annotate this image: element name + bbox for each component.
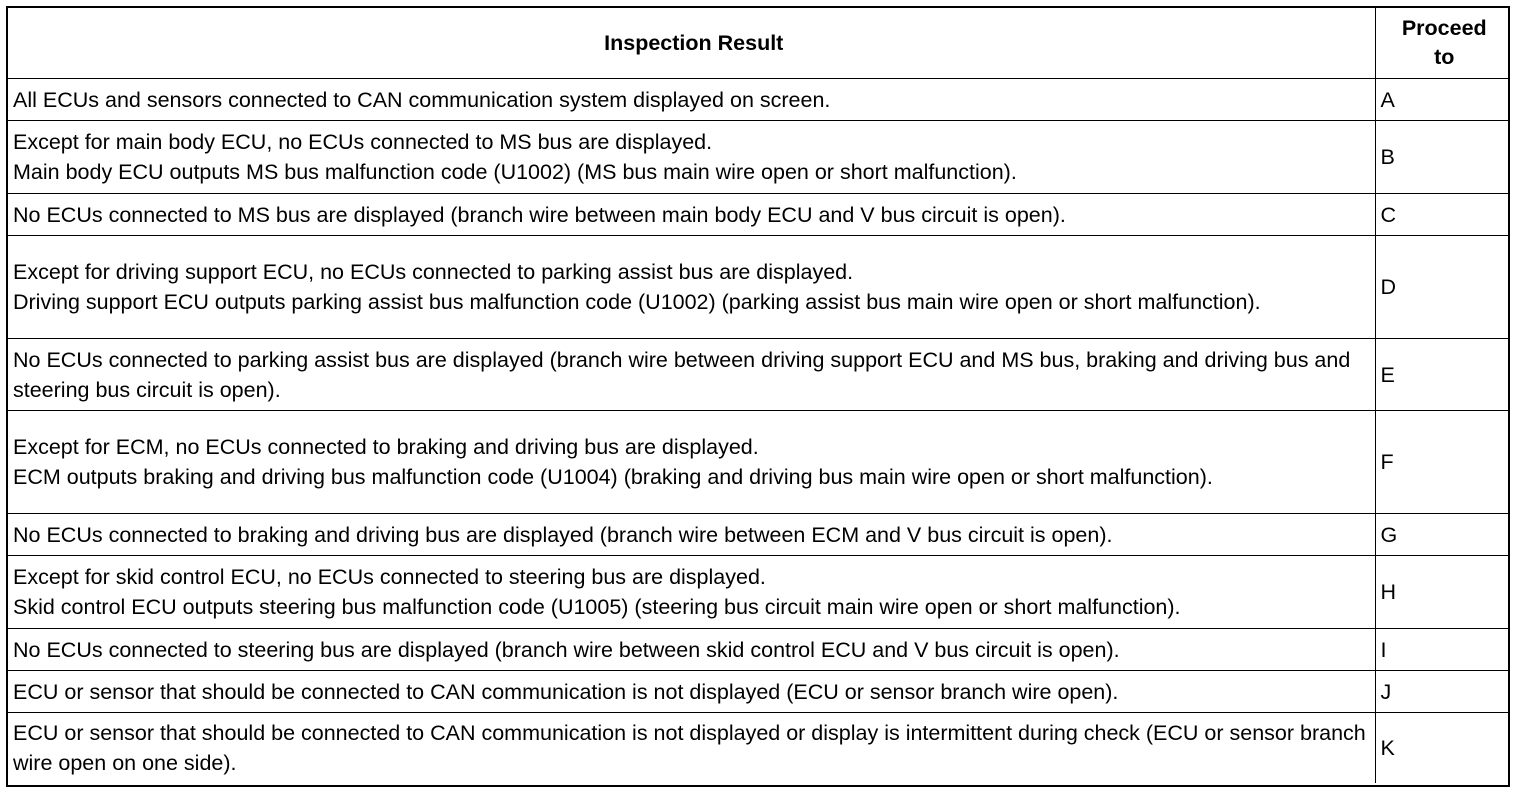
result-line: ECU or sensor that should be connected to CAN communication is not displayed (ECU or sensor branch wire open). bbox=[13, 679, 1119, 704]
row-proceed: F bbox=[1375, 411, 1508, 514]
row-result bbox=[8, 79, 1375, 121]
row-result bbox=[8, 411, 1375, 514]
result-line: No ECUs connected to braking and driving bus are displayed (branch wire between ECM and V bus circuit is open). bbox=[13, 522, 1113, 547]
table-row bbox=[8, 514, 1508, 556]
result-line: Except for main body ECU, no ECUs connected to MS bus are displayed. bbox=[13, 130, 713, 154]
table-row bbox=[8, 236, 1508, 339]
row-proceed: K bbox=[1375, 713, 1508, 783]
result-line: Main body ECU outputs MS bus malfunction code (U1002) (MS bus main wire open or short malfunction). bbox=[13, 160, 1017, 184]
row-result bbox=[8, 339, 1375, 411]
row-proceed: B bbox=[1375, 121, 1508, 194]
table-row bbox=[8, 194, 1508, 236]
row-proceed: J bbox=[1375, 671, 1508, 713]
row-proceed: G bbox=[1375, 514, 1508, 556]
result-line: Skid control ECU outputs steering bus malfunction code (U1005) (steering bus circuit main wire open or short malfunction). bbox=[13, 595, 1181, 619]
table-row bbox=[8, 629, 1508, 671]
result-line: No ECUs connected to MS bus are displayed (branch wire between main body ECU and V bus circuit is open). bbox=[13, 202, 1066, 227]
row-result bbox=[8, 713, 1375, 783]
result-line: All ECUs and sensors connected to CAN communication system displayed on screen. bbox=[13, 87, 831, 112]
result-line: Except for driving support ECU, no ECUs connected to parking assist bus are displayed. bbox=[13, 260, 854, 284]
row-result bbox=[8, 671, 1375, 713]
inspection-result-table bbox=[8, 8, 1508, 783]
row-result bbox=[8, 121, 1375, 194]
table-row bbox=[8, 339, 1508, 411]
row-result bbox=[8, 194, 1375, 236]
table-row bbox=[8, 556, 1508, 629]
inspection-table-frame bbox=[6, 6, 1510, 787]
result-line: Except for ECM, no ECUs connected to braking and driving bus are displayed. bbox=[13, 435, 759, 459]
table-row bbox=[8, 671, 1508, 713]
result-line: ECU or sensor that should be connected to CAN communication is not displayed or display is intermittent during check (ECU or sensor branch wire open on one side). bbox=[13, 720, 1366, 775]
result-line: Driving support ECU outputs parking assist bus malfunction code (U1002) (parking assist bus main wire open or short malfunction). bbox=[13, 290, 1261, 314]
result-line: No ECUs connected to parking assist bus are displayed (branch wire between driving support ECU and MS bus, braking and driving bus and steering bus circuit is open). bbox=[13, 347, 1351, 402]
table-header-row bbox=[8, 8, 1508, 79]
row-proceed: A bbox=[1375, 79, 1508, 121]
table-row bbox=[8, 713, 1508, 783]
result-line: ECM outputs braking and driving bus malfunction code (U1004) (braking and driving bus main wire open or short malfunction). bbox=[13, 465, 1213, 489]
table-row bbox=[8, 79, 1508, 121]
row-proceed: E bbox=[1375, 339, 1508, 411]
row-proceed: D bbox=[1375, 236, 1508, 339]
result-line: No ECUs connected to steering bus are displayed (branch wire between skid control ECU and V bus circuit is open). bbox=[13, 637, 1120, 662]
result-line: Except for skid control ECU, no ECUs connected to steering bus are displayed. bbox=[13, 565, 766, 589]
row-result bbox=[8, 236, 1375, 339]
table-row bbox=[8, 121, 1508, 194]
row-proceed: I bbox=[1375, 629, 1508, 671]
row-result bbox=[8, 556, 1375, 629]
row-result bbox=[8, 514, 1375, 556]
header-proceed-to bbox=[1375, 8, 1508, 79]
table-row bbox=[8, 411, 1508, 514]
header-inspection-result: Inspection Result bbox=[8, 8, 1375, 79]
row-proceed: H bbox=[1375, 556, 1508, 629]
header-proceed-line1: Proceed bbox=[1401, 16, 1487, 40]
header-proceed-line2: to bbox=[1434, 45, 1455, 69]
row-result bbox=[8, 629, 1375, 671]
row-proceed: C bbox=[1375, 194, 1508, 236]
